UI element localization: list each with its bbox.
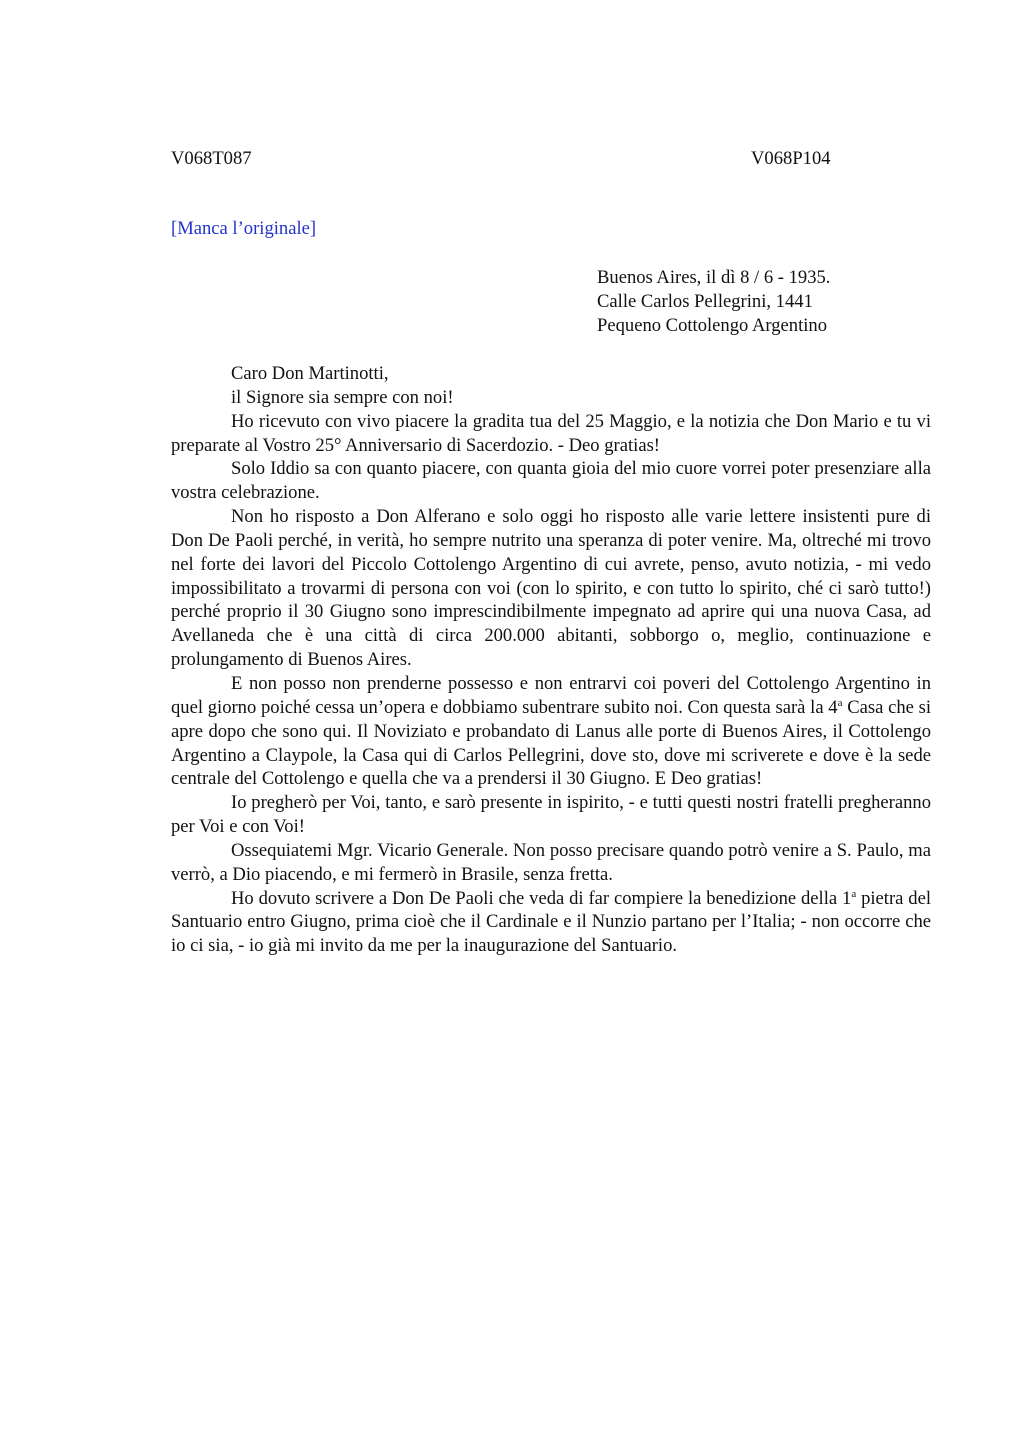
document-code-left: V068T087 — [171, 148, 252, 169]
missing-original-note: [Manca l’originale] — [171, 218, 317, 239]
ordinal-superscript: a — [837, 696, 843, 709]
address-institution-line: Pequeno Cottolengo Argentino — [597, 315, 827, 336]
letter-paragraph-3: Non ho risposto a Don Alferano e solo oggi ho risposto alle varie lettere insistenti pure di Don De Paoli perché, in verità, ho sempre nutrito una speranza di poter venire. Ma, oltreché mi trovo nel forte dei lavori del Piccolo Cottolengo Argentino di cui avrete, penso, avuto notizia, - mi vedo impossibilitato a trovarmi di persona con voi (con lo spirito, e con tutto lo spirito, ché ci sarò tutto!) perché proprio il 30 Giugno sono imprescindibilmente impegnato ad aprire qui una nuova Casa, ad Avellaneda che è una città di circa 200.000 abitanti, sobborgo o, meglio, continuazione e prolungamento di Buenos Aires. — [171, 506, 931, 671]
letter-paragraph-2: Solo Iddio sa con quanto piacere, con quanta gioia del mio cuore vorrei poter presenziare alla vostra celebrazione. — [171, 458, 931, 504]
letter-body — [171, 362, 931, 958]
paragraph-4-part-a: E non posso non prenderne possesso e non entrarvi coi poveri del Cottolengo Argentino in quel giorno poiché cessa un’opera e dobbiamo subentrare subito noi. Con questa sarà la 4 — [171, 672, 931, 718]
sender-address — [597, 266, 830, 338]
ordinal-superscript: a — [851, 887, 857, 900]
letter-paragraph-4 — [171, 672, 931, 791]
address-date-line: Buenos Aires, il dì 8 / 6 - 1935. — [597, 267, 831, 288]
letter-paragraph-1: Ho ricevuto con vivo piacere la gradita tua del 25 Maggio, e la notizia che Don Mario e tu vi preparate al Vostro 25° Anniversario di Sacerdozio. - Deo gratias! — [171, 410, 931, 456]
letter-paragraph-7 — [171, 887, 931, 959]
letter-paragraph-6: Ossequiatemi Mgr. Vicario Generale. Non posso precisare quando potrò venire a S. Paulo, ma verrò, a Dio piacendo, e mi fermerò in Brasile, senza fretta. — [171, 839, 931, 885]
letter-salutation: Caro Don Martinotti, — [231, 363, 389, 384]
address-street-line: Calle Carlos Pellegrini, 1441 — [597, 291, 813, 312]
document-code-right: V068P104 — [751, 148, 831, 169]
paragraph-4-part-b: Casa che si apre dopo che sono qui. Il Noviziato e probandato di Lanus alle porte di Buenos Aires, il Cottolengo Argentino a Claypole, la Casa qui di Carlos Pellegrini, dove sto, dove mi scriverete e dove è la sede centrale del Cottolengo e quella che va a prendersi il 30 Giugno. E Deo gratias! — [171, 696, 931, 790]
paragraph-7-part-b: pietra del Santuario entro Giugno, prima cioè che il Cardinale e il Nunzio partano per l’Italia; - non occorre che io ci sia, - io già mi invito da me per la inaugurazione del Santuario. — [171, 887, 931, 957]
letter-paragraph-5: Io pregherò per Voi, tanto, e sarò presente in ispirito, - e tutti questi nostri fratelli pregheranno per Voi e con Voi! — [171, 792, 931, 838]
letter-greeting: il Signore sia sempre con noi! — [231, 386, 454, 408]
paragraph-7-part-a: Ho dovuto scrivere a Don De Paoli che veda di far compiere la benedizione della 1 — [231, 887, 852, 909]
